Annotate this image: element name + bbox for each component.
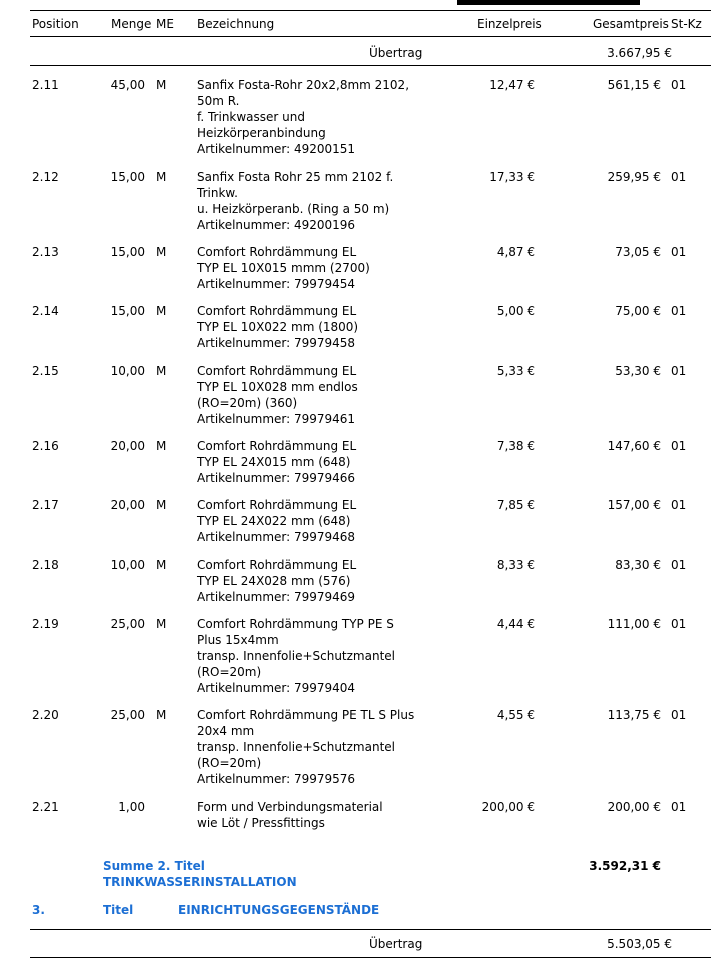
item-me: M <box>156 708 167 722</box>
item-position: 2.19 <box>32 617 59 631</box>
item-description-line: Comfort Rohrdämmung EL <box>197 364 357 378</box>
summe-line2: TRINKWASSERINSTALLATION <box>103 875 297 889</box>
item-description-line: Comfort Rohrdämmung EL <box>197 498 357 512</box>
item-menge: 15,00 <box>110 245 145 259</box>
item-description-line: Artikelnummer: 79979469 <box>197 590 356 604</box>
item-description-line: Comfort Rohrdämmung EL <box>197 558 357 572</box>
item-stkz: 01 <box>671 364 687 378</box>
item-position: 2.20 <box>32 708 59 722</box>
item-position: 2.12 <box>32 170 59 184</box>
item-einzelpreis: 7,38 € <box>496 439 535 453</box>
item-description <box>197 303 427 351</box>
uebertrag-top-rule <box>30 65 711 66</box>
uebertrag-top-value: 3.667,95 € <box>607 46 672 60</box>
item-description-line: Artikelnummer: 79979404 <box>197 681 356 695</box>
item-description-line: TYP EL 10X022 mm (1800) <box>197 320 359 334</box>
item-einzelpreis: 200,00 € <box>481 800 535 814</box>
item-stkz: 01 <box>671 439 687 453</box>
header-me: ME <box>156 17 174 31</box>
uebertrag-top-label: Übertrag <box>369 46 423 60</box>
item-stkz: 01 <box>671 708 687 722</box>
item-menge: 45,00 <box>110 78 145 92</box>
item-position: 2.15 <box>32 364 59 378</box>
item-description-line: f. Trinkwasser und <box>197 110 305 124</box>
header-bottom-rule <box>30 36 711 37</box>
item-description <box>197 244 427 292</box>
item-gesamtpreis: 561,15 € <box>607 78 661 92</box>
item-description <box>197 363 427 427</box>
item-description-line: (RO=20m) (360) <box>197 396 298 410</box>
item-description-line: 50m R. <box>197 94 240 108</box>
titel-label: Titel <box>103 903 134 917</box>
item-einzelpreis: 4,87 € <box>496 245 535 259</box>
item-description-line: Trinkw. <box>197 186 238 200</box>
item-gesamtpreis: 53,30 € <box>615 364 661 378</box>
uebertrag-bottom-value: 5.503,05 € <box>607 937 672 951</box>
item-description-line: Comfort Rohrdämmung EL <box>197 439 357 453</box>
header-stkz: St-Kz <box>671 17 702 31</box>
item-position: 2.21 <box>32 800 59 814</box>
item-description-line: Artikelnummer: 79979458 <box>197 336 356 350</box>
item-einzelpreis: 4,55 € <box>496 708 535 722</box>
item-stkz: 01 <box>671 78 687 92</box>
item-stkz: 01 <box>671 617 687 631</box>
item-stkz: 01 <box>671 558 687 572</box>
item-me: M <box>156 245 167 259</box>
item-menge: 20,00 <box>110 498 145 512</box>
item-description-line: Artikelnummer: 49200196 <box>197 218 356 232</box>
item-menge: 10,00 <box>110 364 145 378</box>
item-position: 2.18 <box>32 558 59 572</box>
item-einzelpreis: 17,33 € <box>489 170 535 184</box>
item-description-line: Sanfix Fosta-Rohr 20x2,8mm 2102, <box>197 78 410 92</box>
item-description <box>197 707 427 787</box>
item-einzelpreis: 7,85 € <box>496 498 535 512</box>
uebertrag-bottom-label: Übertrag <box>369 937 423 951</box>
item-description-line: Plus 15x4mm <box>197 633 279 647</box>
item-menge: 10,00 <box>110 558 145 572</box>
item-position: 2.16 <box>32 439 59 453</box>
item-description <box>197 497 427 545</box>
item-description-line: transp. Innenfolie+Schutzmantel <box>197 740 396 754</box>
item-description-line: TYP EL 10X028 mm endlos <box>197 380 358 394</box>
item-gesamtpreis: 259,95 € <box>607 170 661 184</box>
item-description-line: wie Löt / Pressfittings <box>197 816 325 830</box>
item-menge: 15,00 <box>110 304 145 318</box>
item-description-line: Artikelnummer: 79979461 <box>197 412 356 426</box>
item-menge: 25,00 <box>110 708 145 722</box>
item-einzelpreis: 5,33 € <box>496 364 535 378</box>
item-description <box>197 438 427 486</box>
item-einzelpreis: 5,00 € <box>496 304 535 318</box>
item-description-line: TYP EL 10X015 mmm (2700) <box>197 261 370 275</box>
summe-line1: Summe 2. Titel <box>103 859 205 873</box>
item-menge: 20,00 <box>110 439 145 453</box>
item-description-line: Comfort Rohrdämmung EL <box>197 304 357 318</box>
item-me: M <box>156 78 167 92</box>
item-stkz: 01 <box>671 170 687 184</box>
item-stkz: 01 <box>671 304 687 318</box>
item-me: M <box>156 304 167 318</box>
item-position: 2.13 <box>32 245 59 259</box>
item-me: M <box>156 170 167 184</box>
titel-number: 3. <box>32 903 45 917</box>
item-gesamtpreis: 73,05 € <box>615 245 661 259</box>
item-menge: 25,00 <box>110 617 145 631</box>
summe-value: 3.592,31 € <box>589 859 661 873</box>
item-stkz: 01 <box>671 245 687 259</box>
item-description-line: Artikelnummer: 79979576 <box>197 772 356 786</box>
top-black-bar <box>457 0 640 5</box>
header-einzelpreis: Einzelpreis <box>477 17 542 31</box>
item-einzelpreis: 12,47 € <box>489 78 535 92</box>
header-menge: Menge <box>111 17 152 31</box>
item-description-line: Artikelnummer: 79979466 <box>197 471 356 485</box>
item-me: M <box>156 498 167 512</box>
item-me: M <box>156 364 167 378</box>
header-bezeichnung: Bezeichnung <box>197 17 275 31</box>
item-description-line: Comfort Rohrdämmung PE TL S Plus <box>197 708 415 722</box>
item-gesamtpreis: 147,60 € <box>607 439 661 453</box>
item-gesamtpreis: 113,75 € <box>607 708 661 722</box>
item-gesamtpreis: 157,00 € <box>607 498 661 512</box>
uebertrag-bottom-top-rule <box>30 929 711 930</box>
item-description-line: (RO=20m) <box>197 756 262 770</box>
titel-name: EINRICHTUNGSGEGENSTÄNDE <box>178 903 380 917</box>
item-gesamtpreis: 83,30 € <box>615 558 661 572</box>
item-menge: 1,00 <box>118 800 145 814</box>
item-stkz: 01 <box>671 800 687 814</box>
item-description-line: Artikelnummer: 79979468 <box>197 530 356 544</box>
item-me: M <box>156 439 167 453</box>
header-top-rule <box>30 10 711 11</box>
item-gesamtpreis: 200,00 € <box>607 800 661 814</box>
item-description-line: Artikelnummer: 79979454 <box>197 277 356 291</box>
header-position: Position <box>32 17 79 31</box>
item-description-line: Heizkörperanbindung <box>197 126 326 140</box>
item-description <box>197 799 427 831</box>
item-einzelpreis: 4,44 € <box>496 617 535 631</box>
item-gesamtpreis: 75,00 € <box>615 304 661 318</box>
item-me: M <box>156 558 167 572</box>
item-description <box>197 77 427 157</box>
item-description-line: Artikelnummer: 49200151 <box>197 142 356 156</box>
item-position: 2.17 <box>32 498 59 512</box>
item-menge: 15,00 <box>110 170 145 184</box>
item-description <box>197 169 427 233</box>
uebertrag-bottom-rule <box>30 957 711 958</box>
item-description-line: 20x4 mm <box>197 724 255 738</box>
item-description-line: (RO=20m) <box>197 665 262 679</box>
item-me: M <box>156 617 167 631</box>
item-position: 2.11 <box>32 78 59 92</box>
item-description-line: u. Heizkörperanb. (Ring a 50 m) <box>197 202 390 216</box>
item-position: 2.14 <box>32 304 59 318</box>
item-description <box>197 616 427 696</box>
item-description-line: Comfort Rohrdämmung TYP PE S <box>197 617 394 631</box>
item-description-line: Sanfix Fosta Rohr 25 mm 2102 f. <box>197 170 394 184</box>
item-description-line: Form und Verbindungsmaterial <box>197 800 383 814</box>
item-gesamtpreis: 111,00 € <box>607 617 661 631</box>
item-description-line: Comfort Rohrdämmung EL <box>197 245 357 259</box>
item-stkz: 01 <box>671 498 687 512</box>
item-description-line: transp. Innenfolie+Schutzmantel <box>197 649 396 663</box>
item-description <box>197 557 427 605</box>
item-description-line: TYP EL 24X028 mm (576) <box>197 574 351 588</box>
item-description-line: TYP EL 24X022 mm (648) <box>197 514 351 528</box>
item-einzelpreis: 8,33 € <box>496 558 535 572</box>
item-description-line: TYP EL 24X015 mm (648) <box>197 455 351 469</box>
header-gesamtpreis: Gesamtpreis <box>593 17 669 31</box>
